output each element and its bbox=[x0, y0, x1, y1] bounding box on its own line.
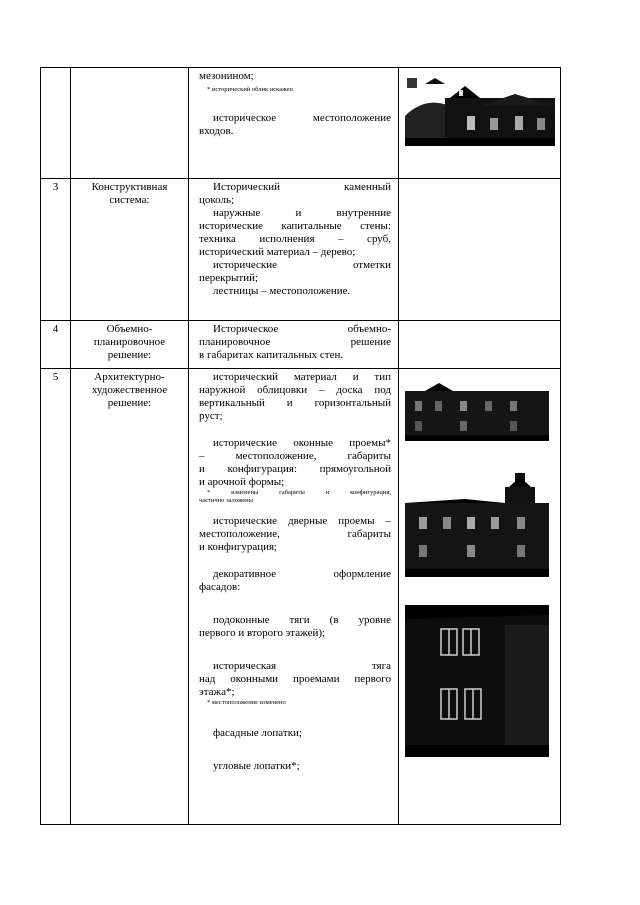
text-line: исторические отметки bbox=[213, 259, 391, 271]
table-row-5 bbox=[41, 369, 561, 825]
text-line: Исторический каменный bbox=[213, 181, 391, 193]
row-title: Объемно-планировочное решение: bbox=[71, 321, 189, 369]
text-line: – местоположение, габариты bbox=[199, 450, 391, 462]
text-line: историческая тяга bbox=[213, 660, 391, 672]
text-line: этажа*; bbox=[199, 686, 235, 698]
footnote: частично заложены bbox=[199, 497, 253, 504]
text-line: исторический материал и тип bbox=[213, 371, 391, 383]
building-photo-facade-3 bbox=[405, 605, 549, 757]
text-line: лестницы – местоположение. bbox=[213, 285, 351, 297]
row-title: Конструктивная система: bbox=[71, 179, 189, 321]
footnote: * исторический облик искажен bbox=[207, 86, 293, 93]
name-cell bbox=[71, 68, 189, 179]
photo-cell bbox=[399, 179, 561, 321]
text-line: местоположение, габариты bbox=[199, 528, 391, 540]
text-line: и арочной формы; bbox=[199, 476, 285, 488]
text-line: исторические капитальные стены: bbox=[199, 220, 391, 232]
text-line: и конфигурация: прямоугольной bbox=[199, 463, 391, 475]
text-line: исторические оконные проемы* bbox=[213, 437, 391, 449]
description-cell bbox=[189, 321, 399, 369]
text-line: цоколь; bbox=[199, 194, 235, 206]
text-line: планировочное решение bbox=[199, 336, 391, 348]
text-line: наружной облицовки – доска под bbox=[199, 384, 391, 396]
text-line: историческое местоположение bbox=[213, 112, 391, 124]
description-cell bbox=[189, 369, 399, 825]
building-photo-facade-1 bbox=[405, 383, 549, 441]
photo-cell bbox=[399, 68, 561, 179]
text-line: руст; bbox=[199, 410, 223, 422]
description-cell bbox=[189, 179, 399, 321]
text-line: угловые лопатки*; bbox=[213, 760, 300, 772]
row-number: 3 bbox=[41, 179, 71, 321]
table-row-4 bbox=[41, 321, 561, 369]
text-line: в габаритах капитальных стен. bbox=[199, 349, 344, 361]
text-line: наружные и внутренние bbox=[213, 207, 391, 219]
building-photo-mezzanine bbox=[405, 76, 555, 146]
photo-cell bbox=[399, 321, 561, 369]
text-line: фасадов: bbox=[199, 581, 241, 593]
description-cell bbox=[189, 68, 399, 179]
row-number: 5 bbox=[41, 369, 71, 825]
num-cell bbox=[41, 68, 71, 179]
text-line: входов. bbox=[199, 125, 234, 137]
text-line: перекрытий; bbox=[199, 272, 259, 284]
text-line: подоконные тяги (в уровне bbox=[213, 614, 391, 626]
text-line: Историческое объемно- bbox=[213, 323, 391, 335]
text-line: и конфигурация; bbox=[199, 541, 278, 553]
object-table bbox=[40, 67, 561, 825]
text-line: мезонином; bbox=[199, 70, 254, 82]
text-line: исторические дверные проемы – bbox=[213, 515, 391, 527]
building-photo-facade-2 bbox=[405, 473, 549, 577]
text-line: исторический материал – дерево; bbox=[199, 246, 356, 258]
row-title: Архитектурно-художественное решение: bbox=[71, 369, 189, 825]
text-line: техника исполнения – сруб, bbox=[199, 233, 391, 245]
text-line: над оконными проемами первого bbox=[199, 673, 391, 685]
footnote: * изменены габариты и конфигурация, bbox=[207, 489, 391, 496]
text-line: декоративное оформление bbox=[213, 568, 391, 580]
table-row-continuation bbox=[41, 68, 561, 179]
text-line: фасадные лопатки; bbox=[213, 727, 302, 739]
footnote: * местоположение изменено bbox=[207, 699, 286, 706]
table-row-3 bbox=[41, 179, 561, 321]
row-number: 4 bbox=[41, 321, 71, 369]
text-line: первого и второго этажей); bbox=[199, 627, 326, 639]
text-line: вертикальный и горизонтальный bbox=[199, 397, 391, 409]
photo-cell bbox=[399, 369, 561, 825]
